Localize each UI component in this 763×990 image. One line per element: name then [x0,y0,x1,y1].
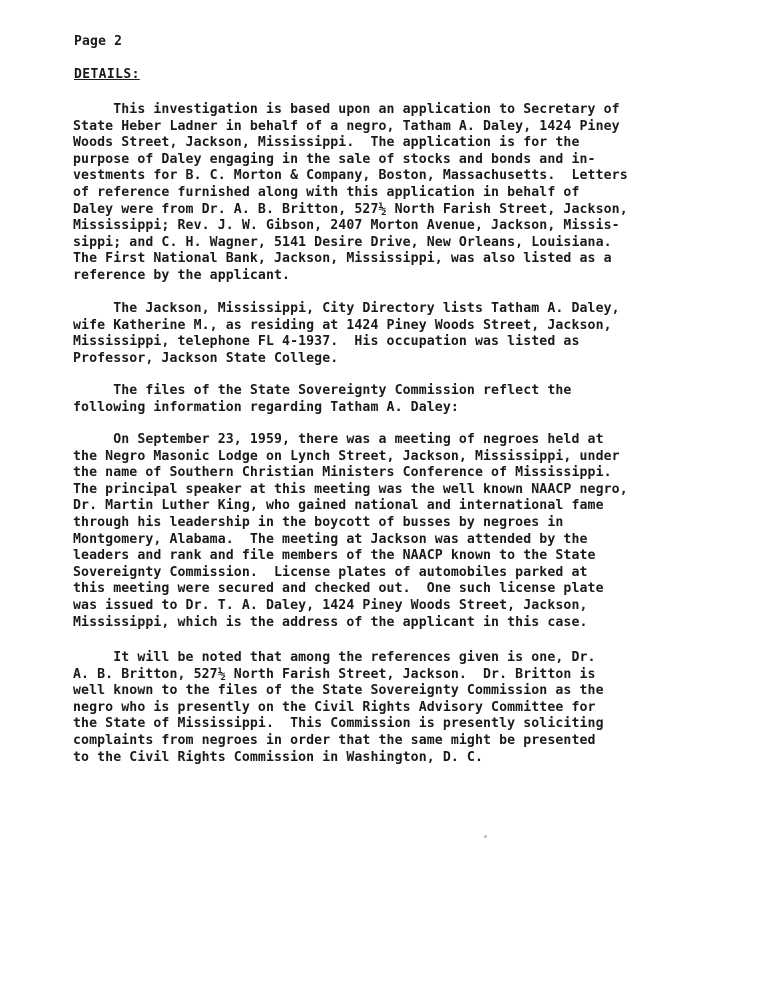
text-line: Woods Street, Jackson, Mississippi. The application is for the [73,135,580,151]
paragraph-references [73,650,604,766]
text-line: through his leadership in the boycott of busses by negroes in [73,514,564,530]
text-line: Dr. Martin Luther King, who gained national and international fame [73,498,604,514]
text-line: of reference furnished along with this application in behalf of [73,184,580,200]
text-line: Sovereignty Commission. License plates of automobiles parked at [73,564,588,580]
text-line: purpose of Daley engaging in the sale of stocks and bonds and in- [73,151,596,167]
text-line: this meeting were secured and checked out. One such license plate [73,581,604,597]
text-line: to the Civil Rights Commission in Washington, D. C. [73,749,484,765]
text-line: It will be noted that among the references given is one, Dr. [73,650,596,665]
text-line: A. B. Britton, 527½ North Farish Street, Jackson. Dr. Britton is [73,666,596,682]
text-line: was issued to Dr. T. A. Daley, 1424 Piney Woods Street, Jackson, [73,597,588,613]
text-line: The First National Bank, Jackson, Mississippi, was also listed as a [73,251,612,267]
text-line: The Jackson, Mississippi, City Directory lists Tatham A. Daley, [73,301,620,316]
text-line: negro who is presently on the Civil Rights Advisory Committee for [73,699,596,715]
text-line: Montgomery, Alabama. The meeting at Jackson was attended by the [73,531,588,547]
paragraph-city-directory [73,301,620,367]
paper-speck [484,835,487,838]
text-line: The files of the State Sovereignty Commission reflect the [73,383,572,398]
text-line: wife Katherine M., as residing at 1424 Piney Woods Street, Jackson, [73,317,612,333]
text-line: complaints from negroes in order that the same might be presented [73,732,596,748]
text-line: vestments for B. C. Morton & Company, Boston, Massachusetts. Letters [73,168,628,184]
text-line: State Heber Ladner in behalf of a negro, Tatham A. Daley, 1424 Piney [73,118,620,134]
text-line: following information regarding Tatham A. Daley: [73,399,459,415]
text-line: leaders and rank and file members of the NAACP known to the State [73,548,596,564]
text-line: Professor, Jackson State College. [73,350,339,366]
text-line: Mississippi; Rev. J. W. Gibson, 2407 Morton Avenue, Jackson, Missis- [73,218,620,234]
text-line: reference by the applicant. [73,267,291,283]
text-line: Mississippi, which is the address of the applicant in this case. [73,614,588,630]
text-line: the Negro Masonic Lodge on Lynch Street, Jackson, Mississippi, under [73,448,620,464]
paragraph-meeting [73,432,628,631]
text-line: Daley were from Dr. A. B. Britton, 527½ North Farish Street, Jackson, [73,201,628,217]
text-line: Mississippi, telephone FL 4-1937. His occupation was listed as [73,334,580,350]
paragraph-commission-files [73,383,571,416]
text-line: On September 23, 1959, there was a meeting of negroes held at [73,432,604,447]
text-line: the name of Southern Christian Ministers Conference of Mississippi. [73,465,612,481]
text-line: well known to the files of the State Sovereignty Commission as the [73,683,604,699]
page-number: Page 2 [74,34,123,49]
paragraph-application [73,102,628,285]
text-line: sippi; and C. H. Wagner, 5141 Desire Drive, New Orleans, Louisiana. [73,234,612,250]
text-line: The principal speaker at this meeting was the well known NAACP negro, [73,481,628,497]
text-line: the State of Mississippi. This Commission is presently soliciting [73,716,604,732]
section-heading: DETAILS: [74,67,140,82]
text-line: This investigation is based upon an application to Secretary of [73,102,620,117]
